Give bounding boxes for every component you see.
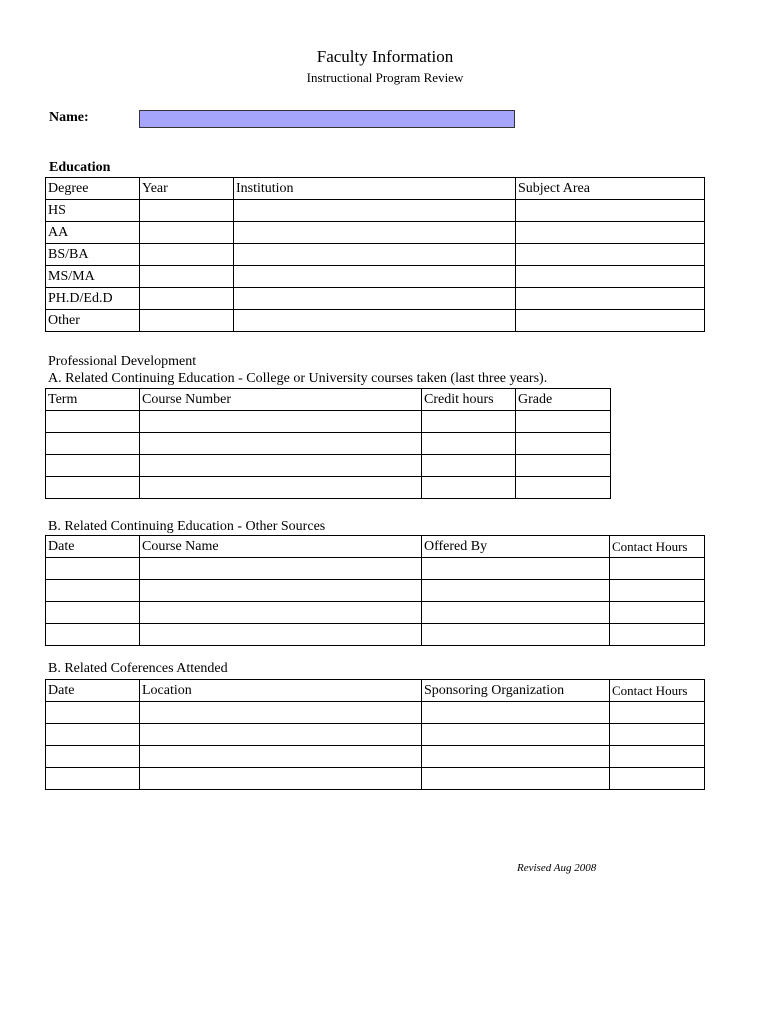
table-row <box>46 558 705 580</box>
degree-label: MS/MA <box>46 266 140 288</box>
course-number-cell[interactable] <box>140 455 422 477</box>
grade-cell[interactable] <box>516 455 611 477</box>
other-sources-table <box>45 535 705 646</box>
institution-cell[interactable] <box>234 244 516 266</box>
education-table <box>45 177 705 332</box>
grade-cell[interactable] <box>516 477 611 499</box>
year-cell[interactable] <box>140 288 234 310</box>
table-row <box>46 746 705 768</box>
year-cell[interactable] <box>140 222 234 244</box>
college-courses-table <box>45 388 611 499</box>
table-row <box>46 266 705 288</box>
location-cell[interactable] <box>140 702 422 724</box>
sponsoring-organization-cell[interactable] <box>422 768 610 790</box>
name-label: Name: <box>49 110 89 125</box>
degree-label: Other <box>46 310 140 332</box>
grade-cell[interactable] <box>516 411 611 433</box>
course-number-cell[interactable] <box>140 433 422 455</box>
offered-by-cell[interactable] <box>422 580 610 602</box>
course-number-cell[interactable] <box>140 477 422 499</box>
subject-area-cell[interactable] <box>516 288 705 310</box>
table-row <box>46 200 705 222</box>
revision-note: Revised Aug 2008 <box>517 862 597 874</box>
column-header-course-name: Course Name <box>140 536 422 558</box>
degree-label: AA <box>46 222 140 244</box>
contact-hours-cell[interactable] <box>610 602 705 624</box>
year-cell[interactable] <box>140 200 234 222</box>
table-row <box>46 580 705 602</box>
continuing-education-other-title: B. Related Continuing Education - Other Sources <box>48 519 326 534</box>
table-row <box>46 222 705 244</box>
credit-hours-cell[interactable] <box>422 477 516 499</box>
location-cell[interactable] <box>140 724 422 746</box>
conferences-title: B. Related Coferences Attended <box>48 661 228 676</box>
date-cell[interactable] <box>46 558 140 580</box>
degree-label: HS <box>46 200 140 222</box>
date-cell[interactable] <box>46 746 140 768</box>
column-header-credit-hours: Credit hours <box>422 389 516 411</box>
table-row <box>46 310 705 332</box>
date-cell[interactable] <box>46 580 140 602</box>
subject-area-cell[interactable] <box>516 222 705 244</box>
contact-hours-cell[interactable] <box>610 768 705 790</box>
subject-area-cell[interactable] <box>516 310 705 332</box>
page-title: Faculty Information <box>316 47 454 66</box>
column-header-date: Date <box>46 536 140 558</box>
column-header-term: Term <box>46 389 140 411</box>
institution-cell[interactable] <box>234 310 516 332</box>
offered-by-cell[interactable] <box>422 624 610 646</box>
column-header-degree: Degree <box>46 178 140 200</box>
column-header-grade: Grade <box>516 389 611 411</box>
course-name-cell[interactable] <box>140 602 422 624</box>
contact-hours-cell[interactable] <box>610 624 705 646</box>
date-cell[interactable] <box>46 724 140 746</box>
column-header-subject-area: Subject Area <box>516 178 705 200</box>
date-cell[interactable] <box>46 702 140 724</box>
education-section-title: Education <box>49 160 111 175</box>
table-row <box>46 244 705 266</box>
offered-by-cell[interactable] <box>422 558 610 580</box>
subject-area-cell[interactable] <box>516 244 705 266</box>
table-header-row <box>46 680 705 702</box>
column-header-offered-by: Offered By <box>422 536 610 558</box>
table-header-row <box>46 389 611 411</box>
table-row <box>46 724 705 746</box>
conferences-table <box>45 679 705 790</box>
course-name-cell[interactable] <box>140 624 422 646</box>
degree-label: BS/BA <box>46 244 140 266</box>
term-cell[interactable] <box>46 433 140 455</box>
credit-hours-cell[interactable] <box>422 411 516 433</box>
table-row <box>46 768 705 790</box>
date-cell[interactable] <box>46 768 140 790</box>
table-row <box>46 602 705 624</box>
column-header-institution: Institution <box>234 178 516 200</box>
grade-cell[interactable] <box>516 433 611 455</box>
year-cell[interactable] <box>140 310 234 332</box>
table-row <box>46 288 705 310</box>
sponsoring-organization-cell[interactable] <box>422 724 610 746</box>
professional-development-title: Professional Development <box>48 354 197 369</box>
institution-cell[interactable] <box>234 222 516 244</box>
year-cell[interactable] <box>140 244 234 266</box>
sponsoring-organization-cell[interactable] <box>422 702 610 724</box>
table-header-row <box>46 178 705 200</box>
contact-hours-cell[interactable] <box>610 558 705 580</box>
table-header-row <box>46 536 705 558</box>
column-header-location: Location <box>140 680 422 702</box>
subject-area-cell[interactable] <box>516 266 705 288</box>
continuing-education-college-title: A. Related Continuing Education - College or University courses taken (last three years). <box>48 371 548 386</box>
term-cell[interactable] <box>46 455 140 477</box>
contact-hours-cell[interactable] <box>610 702 705 724</box>
date-cell[interactable] <box>46 602 140 624</box>
subject-area-cell[interactable] <box>516 200 705 222</box>
table-row <box>46 624 705 646</box>
table-row <box>46 411 611 433</box>
date-cell[interactable] <box>46 624 140 646</box>
sponsoring-organization-cell[interactable] <box>422 746 610 768</box>
column-header-year: Year <box>140 178 234 200</box>
credit-hours-cell[interactable] <box>422 455 516 477</box>
table-row <box>46 477 611 499</box>
offered-by-cell[interactable] <box>422 602 610 624</box>
course-name-cell[interactable] <box>140 580 422 602</box>
location-cell[interactable] <box>140 768 422 790</box>
contact-hours-cell[interactable] <box>610 746 705 768</box>
credit-hours-cell[interactable] <box>422 433 516 455</box>
degree-label: PH.D/Ed.D <box>46 288 140 310</box>
term-cell[interactable] <box>46 477 140 499</box>
year-cell[interactable] <box>140 266 234 288</box>
page-subtitle: Instructional Program Review <box>306 70 464 85</box>
institution-cell[interactable] <box>234 200 516 222</box>
contact-hours-cell[interactable] <box>610 580 705 602</box>
location-cell[interactable] <box>140 746 422 768</box>
course-name-cell[interactable] <box>140 558 422 580</box>
name-input[interactable] <box>139 110 515 128</box>
course-number-cell[interactable] <box>140 411 422 433</box>
term-cell[interactable] <box>46 411 140 433</box>
table-row <box>46 702 705 724</box>
contact-hours-cell[interactable] <box>610 724 705 746</box>
column-header-contact-hours: Contact Hours <box>610 536 705 558</box>
column-header-course-number: Course Number <box>140 389 422 411</box>
institution-cell[interactable] <box>234 288 516 310</box>
column-header-date: Date <box>46 680 140 702</box>
table-row <box>46 433 611 455</box>
column-header-sponsoring-organization: Sponsoring Organization <box>422 680 610 702</box>
column-header-contact-hours: Contact Hours <box>610 680 705 702</box>
table-row <box>46 455 611 477</box>
institution-cell[interactable] <box>234 266 516 288</box>
